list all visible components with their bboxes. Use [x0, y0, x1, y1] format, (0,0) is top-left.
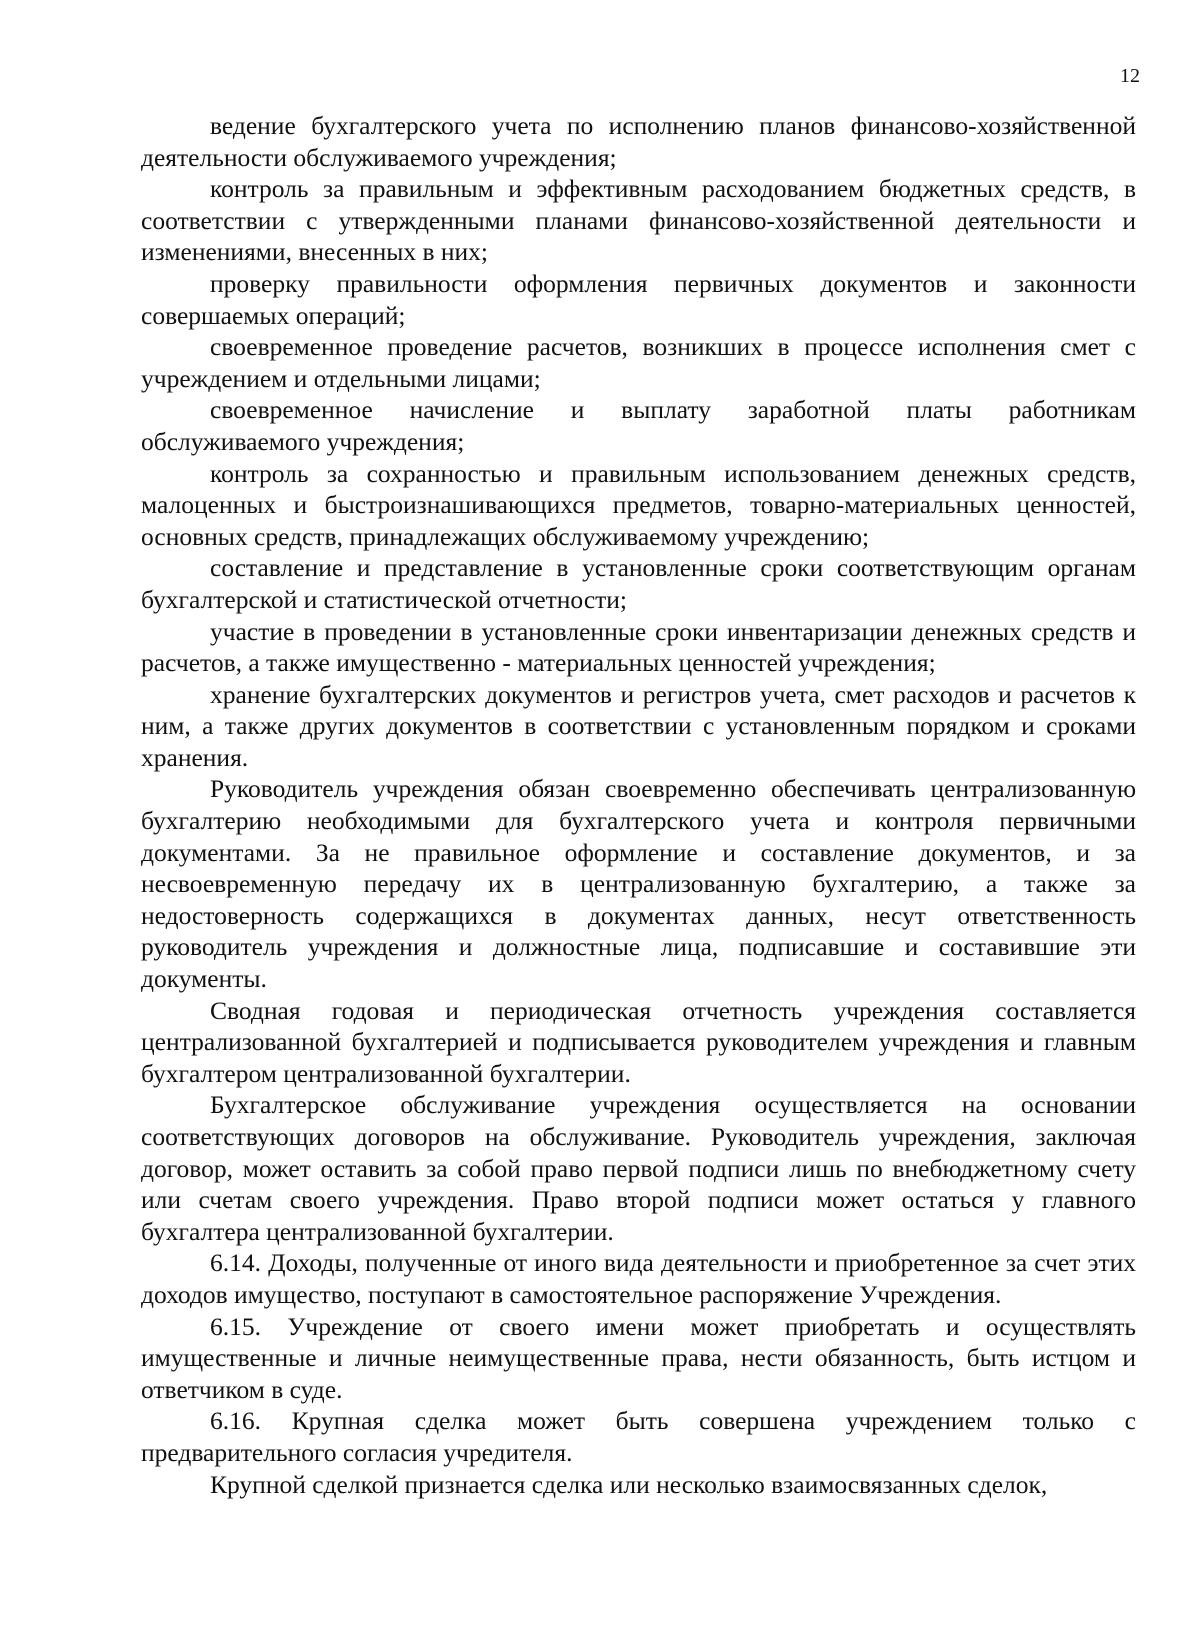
paragraph: контроль за сохранностью и правильным использованием денежных средств, малоценных и быстроизнашивающихся предметов, товарно-материальных ценностей, основных средств, принадлежащих обслуживаемому учреждению;: [141, 458, 1136, 551]
paragraph: участие в проведении в установленные сроки инвентаризации денежных средств и расчетов, а также имущественно - материальных ценностей учреждения;: [141, 616, 1136, 678]
document-body: [141, 110, 1136, 1500]
paragraph: Бухгалтерское обслуживание учреждения осуществляется на основании соответствующих договоров на обслуживание. Руководитель учреждения, заключая договор, может оставить за собой право первой подписи лишь по внебюджетному счету или счетам своего учреждения. Право второй подписи может остаться у главного бухгалтера централизованной бухгалтерии.: [141, 1090, 1136, 1246]
paragraph: 6.14. Доходы, полученные от иного вида деятельности и приобретенное за счет этих доходов имущество, поступают в самостоятельное распоряжение Учреждения.: [141, 1248, 1136, 1309]
page-number: 12: [1120, 65, 1140, 87]
paragraph: Сводная годовая и периодическая отчетность учреждения составляется централизованной бухгалтерией и подписывается руководителем учреждения и главным бухгалтером централизованной бухгалтерии.: [141, 995, 1136, 1088]
paragraph: 6.15. Учреждение от своего имени может приобретать и осуществлять имущественные и личные неимущественные права, нести обязанность, быть истцом и ответчиком в суде.: [141, 1311, 1136, 1404]
paragraph: Крупной сделкой признается сделка или несколько взаимосвязанных сделок,: [210, 1469, 1048, 1499]
paragraph: 6.16. Крупная сделка может быть совершена учреждением только с предварительного согласия учредителя.: [141, 1406, 1136, 1467]
paragraph: своевременное начисление и выплату заработной платы работникам обслуживаемого учреждения;: [141, 395, 1136, 456]
paragraph: ведение бухгалтерского учета по исполнению планов финансово-хозяйственной деятельности обслуживаемого учреждения;: [141, 111, 1136, 172]
paragraph: своевременное проведение расчетов, возникших в процессе исполнения смет с учреждением и отдельными лицами;: [141, 332, 1136, 393]
paragraph: составление и представление в установленные сроки соответствующим органам бухгалтерской и статистической отчетности;: [141, 553, 1136, 614]
paragraph: Руководитель учреждения обязан своевременно обеспечивать централизованную бухгалтерию необходимыми для бухгалтерского учета и контроля первичными документами. За не правильное оформление и составление документов, и за несвоевременную передачу их в централизованную бухгалтерию, а также за недостоверность содержащихся в документах данных, несут ответственность руководитель учреждения и должностные лица, подписавшие и составившие эти документы.: [141, 774, 1136, 994]
paragraph: хранение бухгалтерских документов и регистров учета, смет расходов и расчетов к ним, а также других документов в соответствии с установленным порядком и сроками хранения.: [141, 679, 1136, 772]
paragraph: проверку правильности оформления первичных документов и законности совершаемых операций;: [141, 268, 1136, 330]
paragraph: контроль за правильным и эффективным расходованием бюджетных средств, в соответствии с утвержденными планами финансово-хозяйственной деятельности и изменениями, внесенных в них;: [141, 174, 1136, 267]
